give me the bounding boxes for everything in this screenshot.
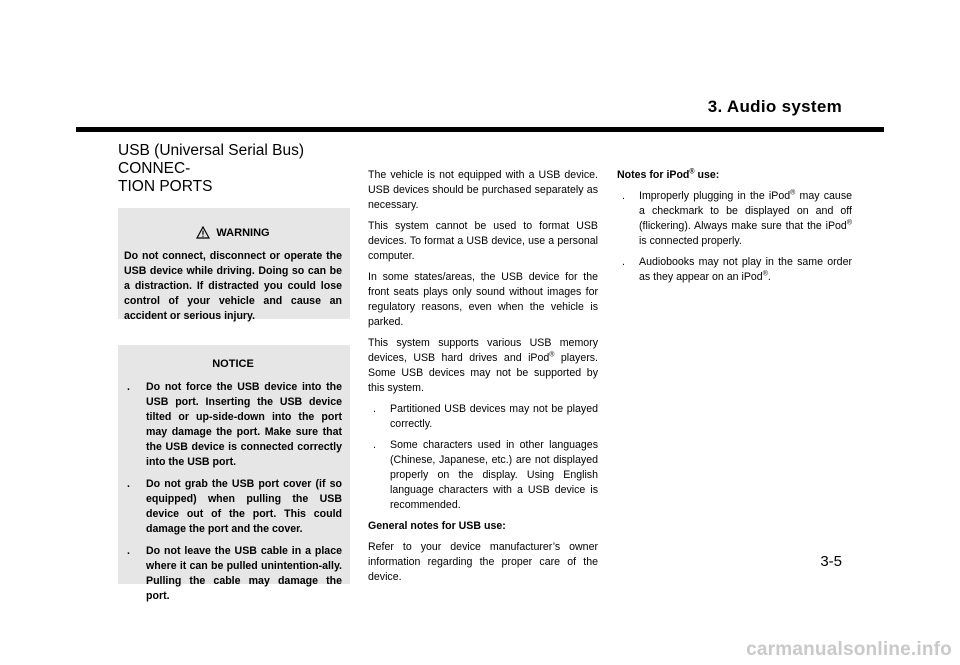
- warning-text: Do not connect, disconnect or operate the USB device while driving. Doing so can be a distraction. If distracted you could lose control of your vehicle and cause an accident or serious injury.: [124, 250, 342, 322]
- paragraph: This system supports various USB memory devices, USB hard drives and iPod® players. Some USB devices may not be supported by this system.: [368, 337, 599, 394]
- subheading: Notes for iPod® use:: [617, 168, 720, 181]
- warning-heading: WARNING: [124, 226, 342, 241]
- notice-item: . Do not leave the USB cable in a place where it can be pulled unintention-ally. Pulling the cable may damage the port.: [127, 545, 342, 602]
- section-title: USB (Universal Serial Bus) CONNEC- TION PORTS: [118, 142, 305, 195]
- notice-item: . Do not grab the USB port cover (if so equipped) when pulling the USB device out of the port. This could damage the port and the cover.: [127, 478, 342, 535]
- page-number: 3-5: [820, 553, 842, 570]
- notice-heading: NOTICE: [212, 358, 254, 370]
- list-item: . Audiobooks may not play in the same order as they appear on an iPod®.: [622, 256, 852, 283]
- paragraph: In some states/areas, the USB device for the front seats plays only sound without images for regulatory reasons, even when the vehicle is parked.: [368, 271, 598, 328]
- paragraph: The vehicle is not equipped with a USB device. USB devices should be purchased separately as necessary.: [368, 169, 598, 211]
- paragraph: Refer to your device manufacturer’s owner information regarding the proper care of the device.: [368, 541, 598, 583]
- chapter-title: 3. Audio system: [707, 97, 842, 116]
- watermark: carmanualsonline.info: [746, 639, 952, 660]
- column-middle: [368, 168, 598, 591]
- header-rule: [76, 127, 884, 132]
- subheading: General notes for USB use:: [368, 520, 506, 532]
- paragraph: This system cannot be used to format USB devices. To format a USB device, use a personal computer.: [368, 220, 598, 262]
- column-left: [118, 142, 350, 602]
- notice-box: [118, 345, 350, 602]
- column-right: [617, 168, 852, 291]
- list-item: . Partitioned USB devices may not be played correctly.: [373, 403, 598, 430]
- list-item: . Improperly plugging in the iPod® may cause a checkmark to be displayed on and off (flickering). Always make sure that the iPod® is connected properly.: [622, 189, 853, 247]
- notice-list: [124, 380, 342, 604]
- warning-triangle-icon: [196, 226, 210, 239]
- notice-item: . Do not force the USB device into the USB port. Inserting the USB device tilted or up-side-down into the port may damage the port. Make sure that the USB device is connected correctly into the USB port.: [127, 381, 342, 468]
- warning-box: [118, 208, 350, 322]
- list-item: . Some characters used in other languages (Chinese, Japanese, etc.) are not displayed properly on the display. Using English language characters with a USB device is recommended.: [373, 439, 598, 511]
